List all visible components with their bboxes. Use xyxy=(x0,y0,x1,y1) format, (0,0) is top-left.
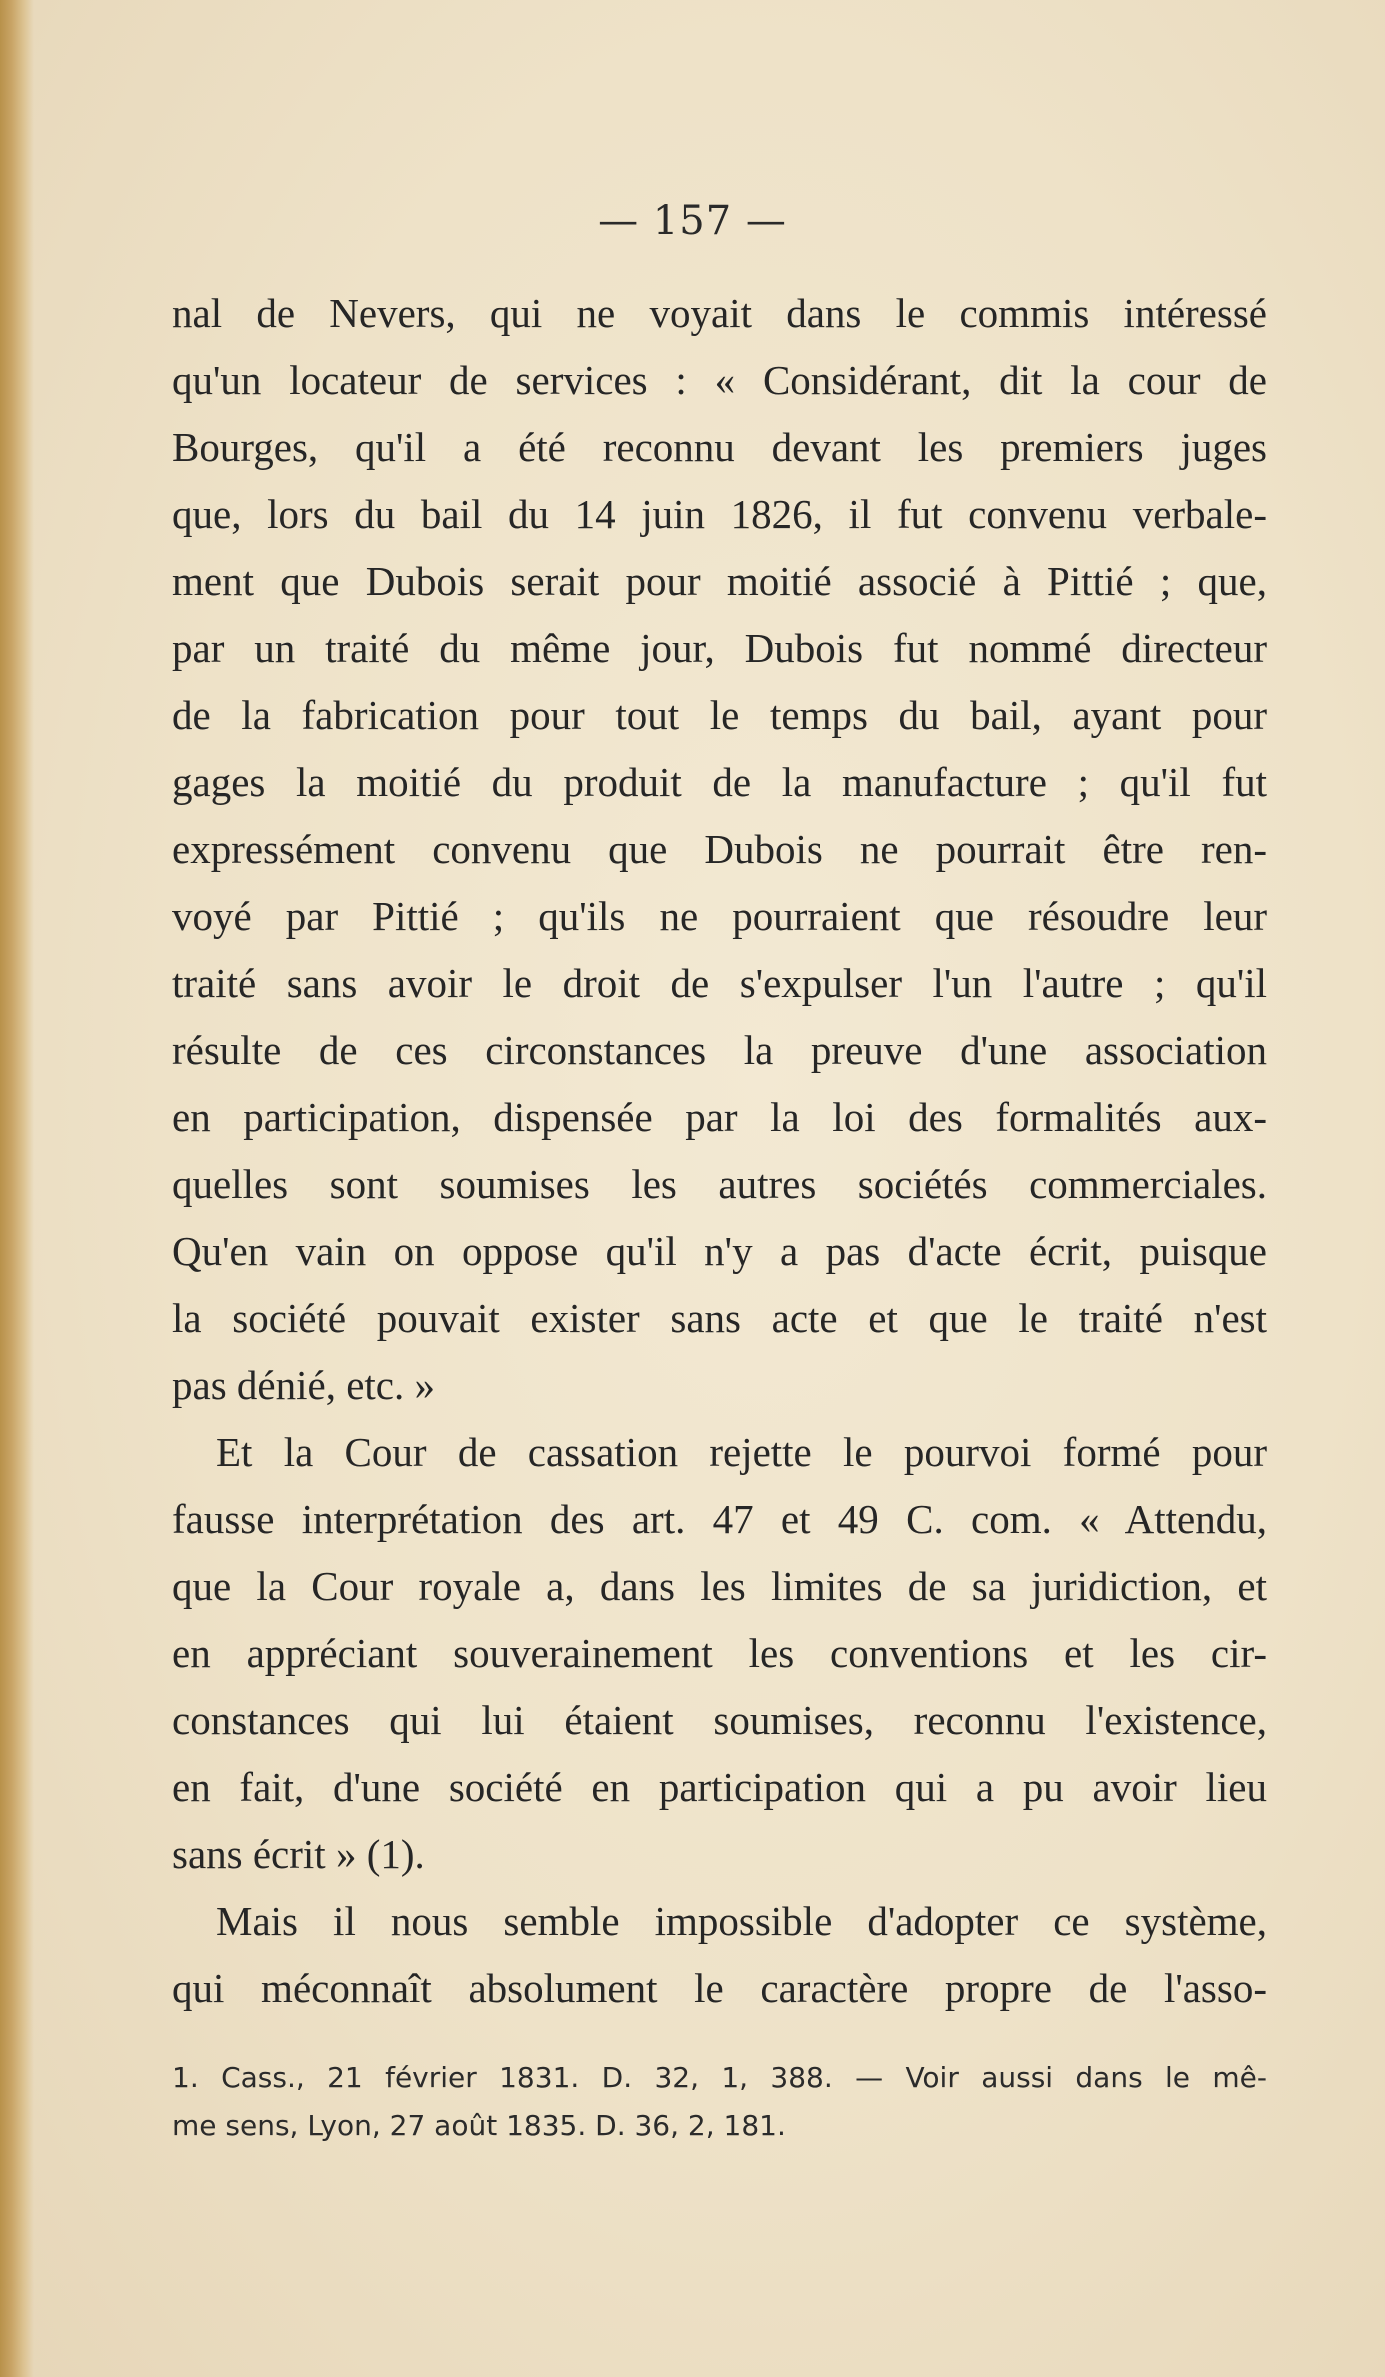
text-line: fausse interprétation des art. 47 et 49 C. com. « Attendu, xyxy=(172,1496,1267,1542)
text-line: Et la Cour de cassation rejette le pourvoi formé pour xyxy=(216,1429,1267,1475)
text-line: en participation, dispensée par la loi des formalités aux- xyxy=(172,1094,1267,1140)
text-line: expressément convenu que Dubois ne pourrait être ren- xyxy=(172,826,1267,872)
text-line: gages la moitié du produit de la manufacture ; qu'il fut xyxy=(172,759,1267,805)
footnote-line: 1. Cass., 21 février 1831. D. 32, 1, 388. — Voir aussi dans le mê- xyxy=(172,2061,1267,2094)
text-line: résulte de ces circonstances la preuve d'une association xyxy=(172,1027,1267,1073)
text-line: pas dénié, etc. » xyxy=(172,1362,435,1408)
text-line: par un traité du même jour, Dubois fut nommé directeur xyxy=(172,625,1267,671)
text-line: en fait, d'une société en participation qui a pu avoir lieu xyxy=(172,1764,1267,1810)
text-line: traité sans avoir le droit de s'expulser l'un l'autre ; qu'il xyxy=(172,960,1267,1006)
page-binding-edge xyxy=(0,0,34,2377)
footnote-line: me sens, Lyon, 27 août 1835. D. 36, 2, 181. xyxy=(172,2109,786,2142)
body-text xyxy=(172,280,1267,2022)
text-line: que la Cour royale a, dans les limites de sa juridiction, et xyxy=(172,1563,1267,1609)
text-line: qu'un locateur de services : « Considérant, dit la cour de xyxy=(172,357,1267,403)
text-line: ment que Dubois serait pour moitié associé à Pittié ; que, xyxy=(172,558,1267,604)
text-line: de la fabrication pour tout le temps du bail, ayant pour xyxy=(172,692,1267,738)
text-line: quelles sont soumises les autres sociétés commerciales. xyxy=(172,1161,1267,1207)
text-line: que, lors du bail du 14 juin 1826, il fut convenu verbale- xyxy=(172,491,1267,537)
text-line: Qu'en vain on oppose qu'il n'y a pas d'acte écrit, puisque xyxy=(172,1228,1267,1274)
footnotes xyxy=(172,2054,1267,2150)
text-line: la société pouvait exister sans acte et que le traité n'est xyxy=(172,1295,1267,1341)
text-line: sans écrit » (1). xyxy=(172,1831,425,1877)
text-line: en appréciant souverainement les conventions et les cir- xyxy=(172,1630,1267,1676)
page-number: — 157 — xyxy=(598,198,787,244)
text-line: Mais il nous semble impossible d'adopter ce système, xyxy=(216,1898,1267,1944)
text-line: qui méconnaît absolument le caractère propre de l'asso- xyxy=(172,1965,1267,2011)
text-line: constances qui lui étaient soumises, reconnu l'existence, xyxy=(172,1697,1267,1743)
text-line: Bourges, qu'il a été reconnu devant les premiers juges xyxy=(172,424,1267,470)
text-line: nal de Nevers, qui ne voyait dans le commis intéressé xyxy=(172,290,1267,336)
text-line: voyé par Pittié ; qu'ils ne pourraient que résoudre leur xyxy=(172,893,1267,939)
